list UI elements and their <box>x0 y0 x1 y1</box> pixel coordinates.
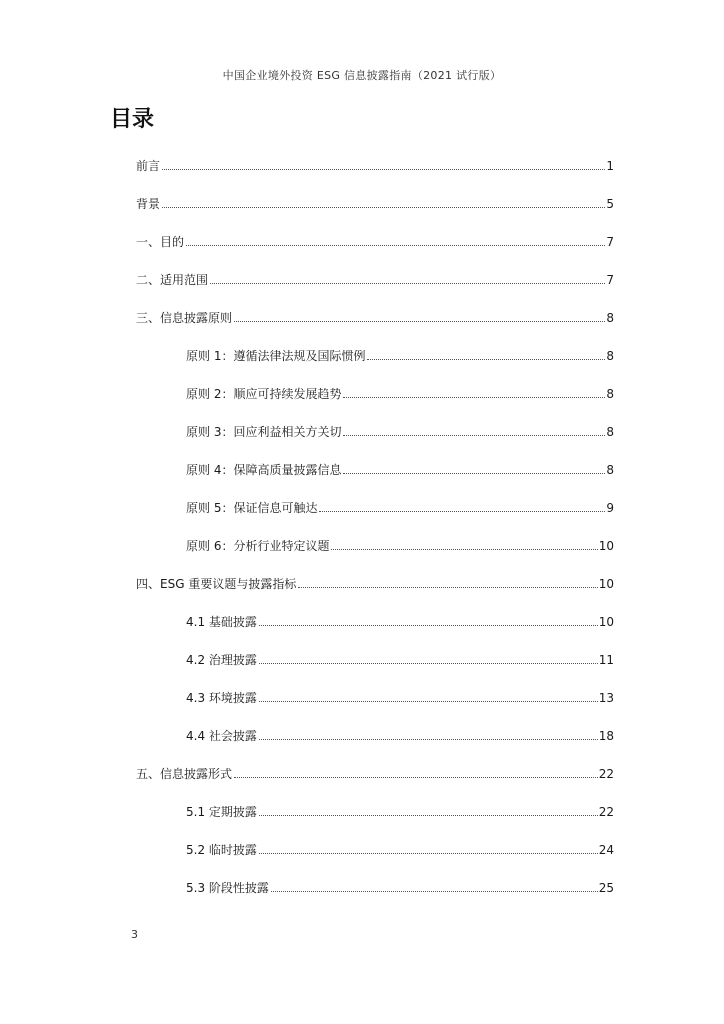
toc-entry-label: 4.3 环境披露 <box>186 691 257 705</box>
toc-dot-leader <box>259 739 598 740</box>
toc-entry-4-1[interactable] <box>186 612 614 630</box>
toc-entry-label: 二、适用范围 <box>136 273 209 287</box>
toc-dot-leader <box>343 473 605 474</box>
toc-entry-label: 原则 2：顺应可持续发展趋势 <box>186 387 342 401</box>
toc-entry-label: 4.2 治理披露 <box>186 653 257 667</box>
toc-entry-4-2[interactable] <box>186 650 614 668</box>
toc-entry-page: 11 <box>598 653 614 667</box>
toc-entry-principle-2[interactable] <box>186 384 614 402</box>
toc-entry-background[interactable] <box>136 194 614 212</box>
toc-entry-label: 前言 <box>136 159 161 173</box>
toc-entry-label: 背景 <box>136 197 161 211</box>
page-number: 3 <box>131 928 138 941</box>
toc-entry-principle-6[interactable] <box>186 536 614 554</box>
toc-dot-leader <box>210 283 605 284</box>
toc-entry-label: 4.1 基础披露 <box>186 615 257 629</box>
toc-entry-label: 四、ESG 重要议题与披露指标 <box>136 577 297 591</box>
toc-dot-leader <box>162 207 605 208</box>
toc-entry-label: 4.4 社会披露 <box>186 729 257 743</box>
toc-entry-page: 8 <box>606 463 614 477</box>
toc-entry-page: 10 <box>598 539 614 553</box>
toc-entry-page: 8 <box>606 311 614 325</box>
toc-entry-page: 10 <box>598 577 614 591</box>
toc-entry-5-2[interactable] <box>186 840 614 858</box>
toc-entry-5-1[interactable] <box>186 802 614 820</box>
toc-entry-label: 5.3 阶段性披露 <box>186 881 269 895</box>
toc-dot-leader <box>298 587 597 588</box>
toc-entry-principle-3[interactable] <box>186 422 614 440</box>
toc-dot-leader <box>259 701 598 702</box>
toc-dot-leader <box>259 663 598 664</box>
toc-entry-esg-topics[interactable] <box>136 574 614 592</box>
toc-dot-leader <box>331 549 597 550</box>
toc-dot-leader <box>234 321 605 322</box>
toc-entry-principle-5[interactable] <box>186 498 614 516</box>
toc-entry-page: 25 <box>598 881 614 895</box>
toc-entry-purpose[interactable] <box>136 232 614 250</box>
toc-dot-leader <box>343 397 605 398</box>
toc-entry-label: 原则 4：保障高质量披露信息 <box>186 463 342 477</box>
toc-entry-label: 三、信息披露原则 <box>136 311 233 325</box>
toc-entry-label: 原则 5：保证信息可触达 <box>186 501 318 515</box>
toc-dot-leader <box>186 245 605 246</box>
toc-entry-principle-4[interactable] <box>186 460 614 478</box>
toc-entry-page: 24 <box>598 843 614 857</box>
toc-entry-page: 8 <box>606 425 614 439</box>
toc-dot-leader <box>319 511 605 512</box>
toc-entry-label: 5.2 临时披露 <box>186 843 257 857</box>
toc-entry-principles[interactable] <box>136 308 614 326</box>
toc-entry-4-3[interactable] <box>186 688 614 706</box>
toc-dot-leader <box>234 777 598 778</box>
toc-entry-5-3[interactable] <box>186 878 614 896</box>
toc-entry-page: 5 <box>606 197 614 211</box>
toc-entry-label: 一、目的 <box>136 235 185 249</box>
toc-entry-page: 22 <box>598 805 614 819</box>
toc-dot-leader <box>367 359 605 360</box>
toc-entry-page: 8 <box>606 387 614 401</box>
toc-entry-label: 5.1 定期披露 <box>186 805 257 819</box>
toc-entry-principle-1[interactable] <box>186 346 614 364</box>
toc-entry-label: 原则 3：回应利益相关方关切 <box>186 425 342 439</box>
toc-entry-page: 22 <box>598 767 614 781</box>
toc-dot-leader <box>343 435 605 436</box>
toc-entry-page: 9 <box>606 501 614 515</box>
running-header: 中国企业境外投资 ESG 信息披露指南（2021 试行版） <box>222 69 502 82</box>
toc-entry-label: 五、信息披露形式 <box>136 767 233 781</box>
toc-entry-label: 原则 6：分析行业特定议题 <box>186 539 330 553</box>
toc-entry-page: 7 <box>606 235 614 249</box>
toc-entry-page: 1 <box>606 159 614 173</box>
toc-entry-page: 18 <box>598 729 614 743</box>
toc-entry-scope[interactable] <box>136 270 614 288</box>
toc-title: 目录 <box>110 107 155 132</box>
toc-dot-leader <box>162 169 605 170</box>
toc-dot-leader <box>259 625 598 626</box>
toc-entry-page: 8 <box>606 349 614 363</box>
toc-entry-4-4[interactable] <box>186 726 614 744</box>
toc-entry-page: 13 <box>598 691 614 705</box>
toc-dot-leader <box>259 853 598 854</box>
toc-dot-leader <box>259 815 598 816</box>
toc-dot-leader <box>271 891 598 892</box>
toc-entry-label: 原则 1：遵循法律法规及国际惯例 <box>186 349 366 363</box>
toc-entry-disclosure-forms[interactable] <box>136 764 614 782</box>
toc-entry-preface[interactable] <box>136 156 614 174</box>
toc-entry-page: 10 <box>598 615 614 629</box>
toc-entry-page: 7 <box>606 273 614 287</box>
